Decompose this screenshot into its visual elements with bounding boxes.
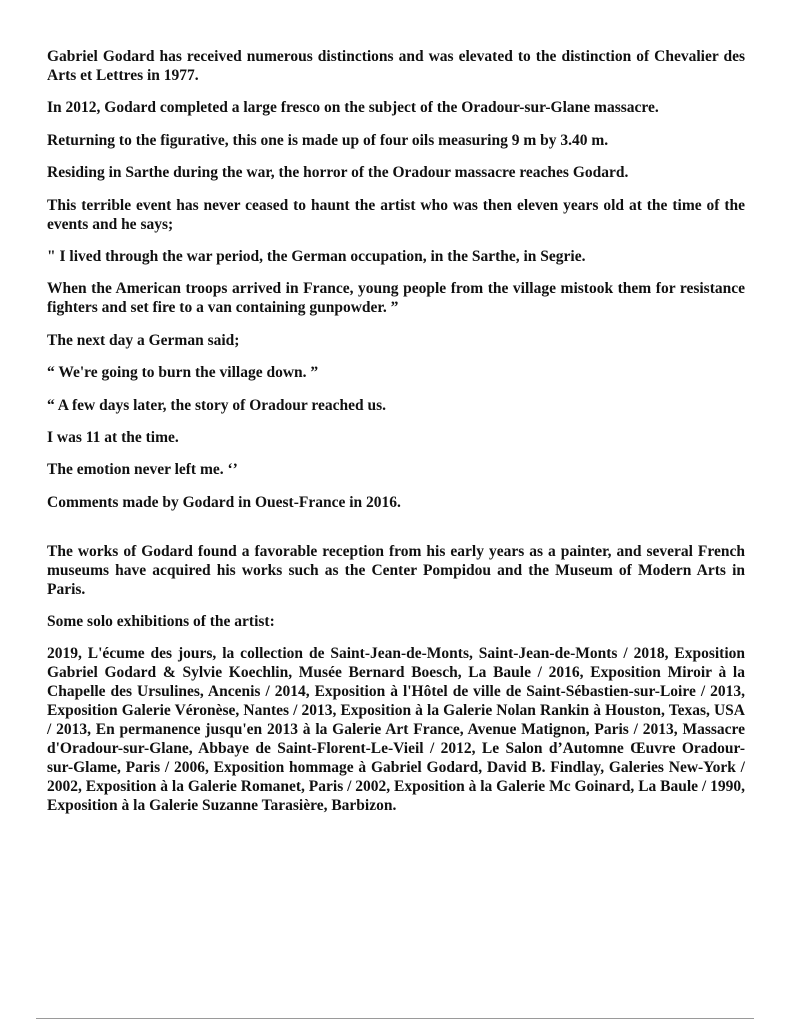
quote-age-eleven: I was 11 at the time. <box>47 428 179 446</box>
quote-american-troops: When the American troops arrived in France, young people from the village mistook them for resistance fighters and set fire to a van containing gunpowder. ” <box>47 280 745 317</box>
paragraph-distinctions: Gabriel Godard has received numerous distinctions and was elevated to the distinction of Chevalier des Arts et Lettres in 1977. <box>47 48 745 84</box>
page-bottom-rule <box>36 1018 754 1019</box>
document-page <box>47 47 745 829</box>
paragraph-source-comment: Comments made by Godard in Ouest-France in 2016. <box>47 493 401 511</box>
quote-burn-village: “ We're going to burn the village down. ” <box>47 364 319 382</box>
quote-war-period: " I lived through the war period, the German occupation, in the Sarthe, in Segrie. <box>47 247 586 265</box>
quote-emotion: The emotion never left me. ‘’ <box>47 461 238 479</box>
paragraph-fresco: In 2012, Godard completed a large fresco on the subject of the Oradour-sur-Glane massacre. <box>47 99 659 117</box>
quote-story-of-oradour: “ A few days later, the story of Oradour reached us. <box>47 396 386 414</box>
paragraph-figurative: Returning to the figurative, this one is made up of four oils measuring 9 m by 3.40 m. <box>47 131 609 149</box>
paragraph-terrible-event: This terrible event has never ceased to haunt the artist who was then eleven years old at the time of the events and he says; <box>47 196 745 233</box>
paragraph-exhibitions-heading: Some solo exhibitions of the artist: <box>47 613 275 631</box>
paragraph-exhibitions-list: 2019, L'écume des jours, la collection de Saint-Jean-de-Monts, Saint-Jean-de-Monts / 2018, Exposition Gabriel Godard & Sylvie Koechlin, Musée Bernard Boesch, La Baule / 2016, Exposition Miroir à la Chapelle des Ursulines, Ancenis / 2014, Exposition à l'Hôtel de ville de Saint-Sébastien-sur-Loire / 2013, Exposition Galerie Véronèse, Nantes / 2013, Exposition à la Galerie Nolan Rankin à Houston, Texas, USA / 2013, En permanence jusqu'en 2013 à la Galerie Art France, Avenue Matignon, Paris / 2013, Massacre d'Oradour-sur-Glane, Abbaye de Saint-Florent-Le-Vieil / 2012, Le Salon d’Automne Œuvre Oradour-sur-Glame, Paris / 2006, Exposition hommage à Gabriel Godard, David B. Findlay, Galeries New-York / 2002, Exposition à la Galerie Romanet, Paris / 2002, Exposition à la Galerie Mc Goinard, La Baule / 1990, Exposition à la Galerie Suzanne Tarasière, Barbizon. <box>47 645 745 815</box>
paragraph-next-day: The next day a German said; <box>47 331 240 349</box>
paragraph-museums: The works of Godard found a favorable reception from his early years as a painter, and several French museums have acquired his works such as the Center Pompidou and the Museum of Modern Arts in Paris. <box>47 542 745 598</box>
paragraph-sarthe: Residing in Sarthe during the war, the horror of the Oradour massacre reaches Godard. <box>47 164 629 182</box>
